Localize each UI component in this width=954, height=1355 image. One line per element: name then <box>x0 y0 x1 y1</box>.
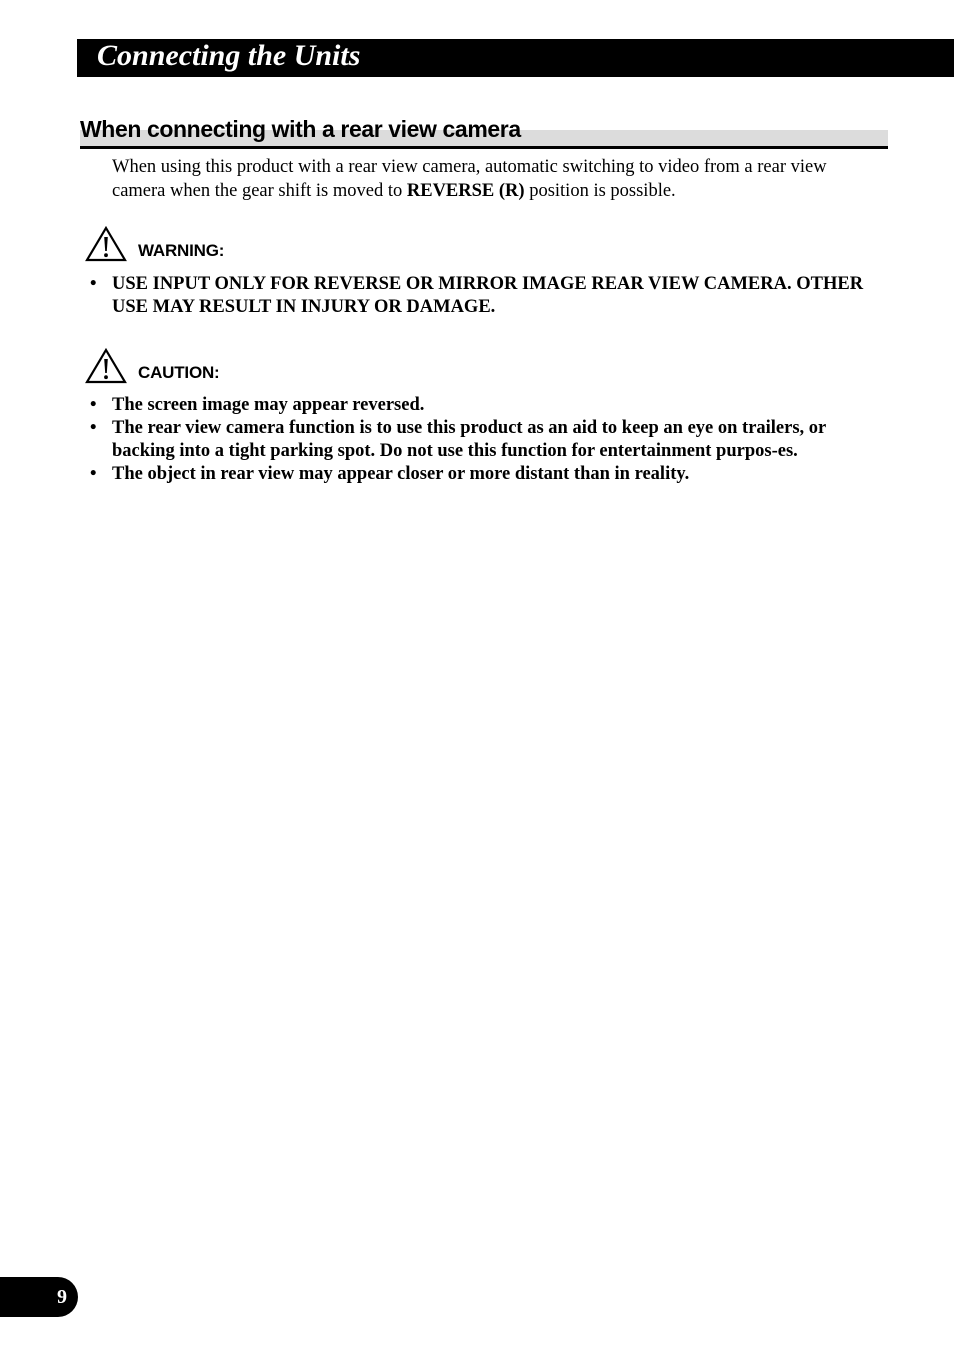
intro-text-start: When using this product with a rear view camera, automatic switching to video from a rear view camera when the gear shift is moved to <box>112 157 827 201</box>
warning-label: WARNING: <box>138 241 225 260</box>
intro-bold-term: REVERSE (R) <box>406 181 525 201</box>
list-item <box>90 273 890 319</box>
intro-text-end: position is possible. <box>524 181 676 201</box>
caution-item-text: The object in rear view may appear closer or more distant than in reality. <box>112 464 690 484</box>
list-item <box>90 394 890 417</box>
caution-triangle-icon <box>85 348 127 384</box>
bullet: • <box>90 464 97 484</box>
chapter-header <box>77 39 954 77</box>
section-title: When connecting with a rear view camera <box>80 116 521 142</box>
caution-list <box>90 394 890 486</box>
warning-triangle-icon <box>85 226 127 262</box>
caution-item-text: The rear view camera function is to use this product as an aid to keep an eye on trailers, or backing into a tight parking spot. Do not use this function for entertainment purpos-es. <box>112 418 826 461</box>
caution-item-text: The screen image may appear reversed. <box>112 395 425 415</box>
caution-label: CAUTION: <box>138 363 220 382</box>
list-item <box>90 463 890 486</box>
section-heading <box>80 114 888 150</box>
bullet: • <box>90 395 97 415</box>
warning-item-text: USE INPUT ONLY FOR REVERSE OR MIRROR IMAGE REAR VIEW CAMERA. OTHER USE MAY RESULT IN INJURY OR DAMAGE. <box>112 274 864 317</box>
list-item <box>90 417 890 463</box>
page-number-tab <box>0 1277 78 1317</box>
chapter-title: Connecting the Units <box>97 39 361 72</box>
bullet: • <box>90 274 97 294</box>
bullet: • <box>90 418 97 438</box>
caution-heading <box>85 344 220 384</box>
page-number: 9 <box>57 1286 67 1308</box>
heading-rule <box>80 146 888 149</box>
warning-list <box>90 273 890 319</box>
intro-paragraph <box>112 155 872 203</box>
warning-heading <box>85 222 224 262</box>
